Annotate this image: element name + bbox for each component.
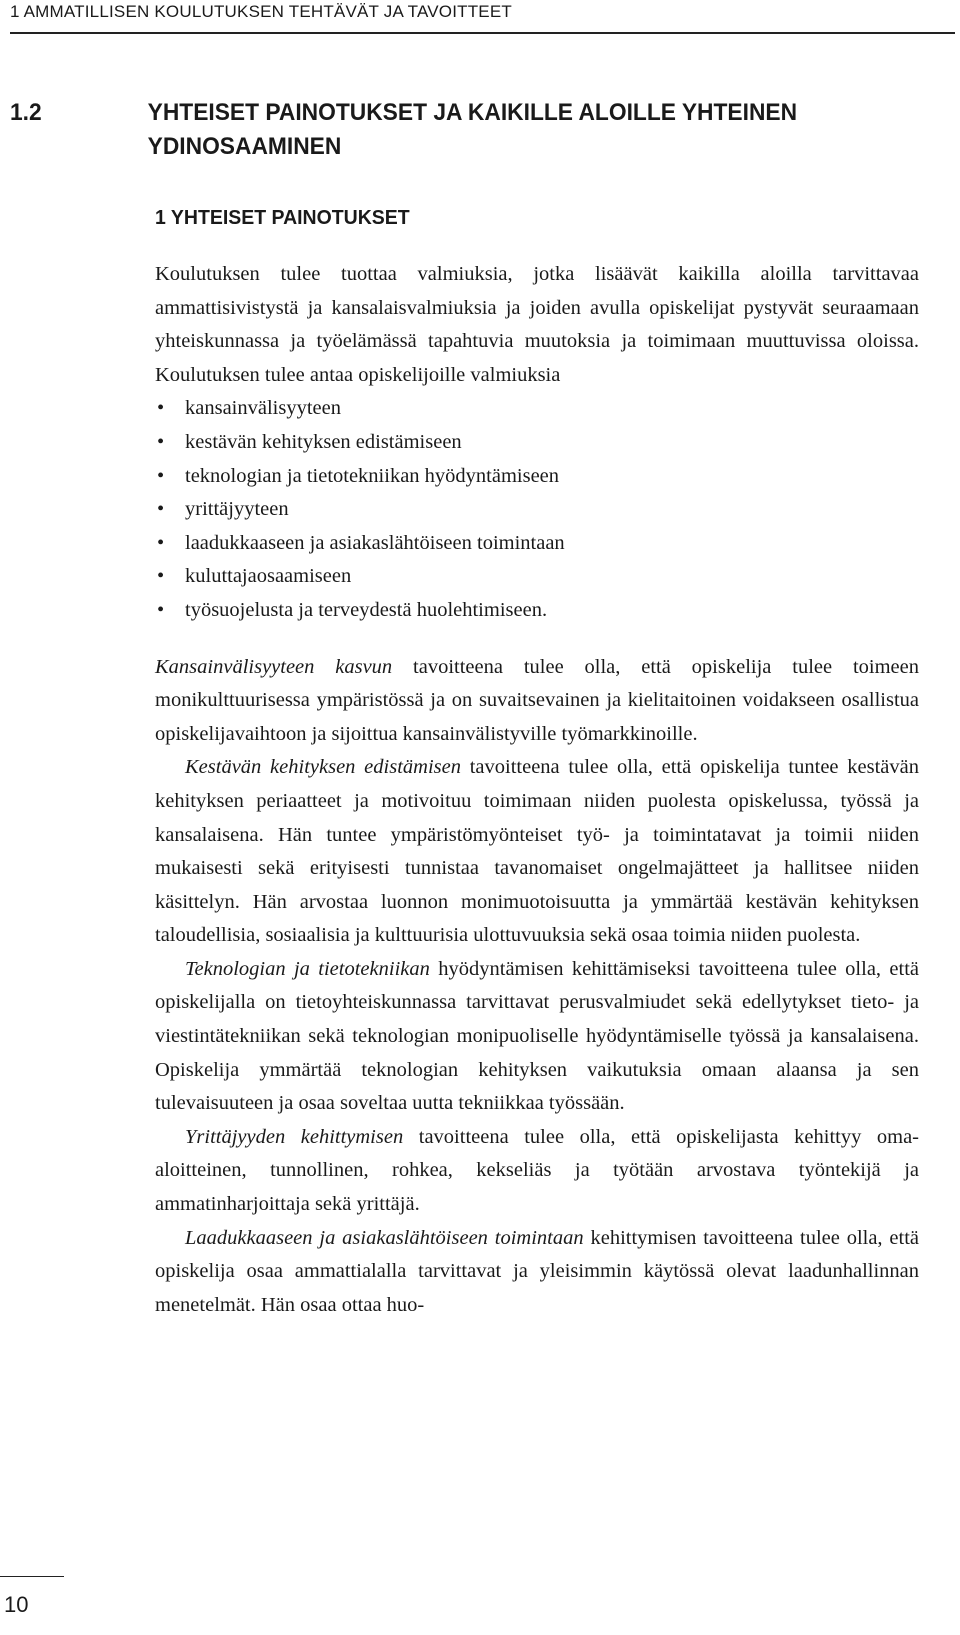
list-item: • kuluttajaosaamiseen: [155, 560, 919, 594]
footer-rule: [0, 1576, 64, 1577]
bullet-icon: •: [157, 598, 165, 621]
paragraph-technology: Teknologian ja tietotekniikan hyödyntämisen kehittämiseksi tavoitteena tulee olla, että opiskelijalla on tietoyhteiskunnassa tarvittavat perusvalmiudet sekä edellytykset tieto- ja viestintätekniikan sekä teknologian monipuoliselle hyödyntämiselle työssä ja kansalaisena. Opiskelija ymmärtää teknologian kehityksen vaikutuksia omaan alaansa ja sen tulevaisuuteen ja osaa soveltaa uutta tekniikkaa työssään.: [155, 957, 919, 1115]
sub-heading: 1 YHTEISET PAINOTUKSET: [155, 206, 410, 229]
paragraph-lead: Teknologian ja tietotekniikan: [185, 957, 430, 980]
intro-paragraph: Koulutuksen tulee tuottaa valmiuksia, jotka lisäävät kaikilla aloilla tarvittavaa ammattisivistystä ja kansalaisvalmiuksia ja joiden avulla opiskelijat pystyvät seuraamaan yhteiskunnassa ja työelämässä tapahtuvia muutoksia ja toimimaan muuttuvissa oloissa. Koulutuksen tulee antaa opiskelijoille valmiuksia: [155, 263, 919, 386]
section-number: 1.2: [10, 99, 42, 126]
list-item: • työsuojelusta ja terveydestä huolehtimiseen.: [155, 594, 919, 628]
list-item: • laadukkaaseen ja asiakaslähtöiseen toimintaan: [155, 527, 919, 561]
bullet-icon: •: [157, 565, 165, 588]
bullet-icon: •: [157, 498, 165, 521]
list-item: • kansainvälisyyteen: [155, 392, 919, 426]
page-number: 10: [4, 1592, 29, 1617]
paragraph-internationalization: Kansainvälisyyteen kasvun tavoitteena tulee olla, että opiskelija tulee toimeen monikulttuurisessa ympäristössä ja on suvaitsevainen ja kielitaitoinen voidakseen osallistua opiskelijavaihtoon ja sijoittua kansainvälistyville työmarkkinoille.: [155, 655, 919, 745]
paragraph-lead: Kansainvälisyyteen kasvun: [155, 655, 393, 678]
paragraph-quality: Laadukkaaseen ja asiakaslähtöiseen toimintaan kehittymisen tavoitteena tulee olla, että opiskelija osaa ammattialalla tarvittavat ja yleisimmin käytössä olevat laadunhallinnan menetelmät. Hän osaa ottaa huo-: [155, 1226, 919, 1316]
bullet-icon: •: [157, 531, 165, 554]
section-title: YHTEISET PAINOTUKSET JA KAIKILLE ALOILLE YHTEINEN YDINOSAAMINEN: [147, 99, 798, 160]
emphasis-list: [155, 392, 919, 627]
section-heading: [10, 96, 875, 164]
list-item: • yrittäjyyteen: [155, 493, 919, 527]
bullet-icon: •: [157, 430, 165, 453]
paragraph-entrepreneurship: Yrittäjyyden kehittymisen tavoitteena tulee olla, että opiskelijasta kehittyy oma-aloitteinen, tunnollinen, rohkea, kekseliäs ja työtään arvostava työntekijä ja ammatinharjoittaja sekä yrittäjä.: [155, 1125, 919, 1216]
paragraph-lead: Laadukkaaseen ja asiakaslähtöiseen toimintaan: [185, 1226, 584, 1249]
list-item: • kestävän kehityksen edistämiseen: [155, 426, 919, 460]
paragraph-lead: Kestävän kehityksen edistämisen: [185, 756, 461, 779]
bullet-icon: •: [157, 464, 165, 487]
bullet-icon: •: [157, 397, 165, 420]
running-header: 1 AMMATILLISEN KOULUTUKSEN TEHTÄVÄT JA TAVOITTEET: [10, 2, 955, 34]
list-item: • teknologian ja tietotekniikan hyödyntämiseen: [155, 460, 919, 494]
body-text: [155, 258, 919, 1322]
paragraph-lead: Yrittäjyyden kehittymisen: [185, 1125, 404, 1148]
paragraph-sustainability: Kestävän kehityksen edistämisen tavoitteena tulee olla, että opiskelija tuntee kestävän kehityksen periaatteet ja motivoituu toimimaan niiden puolesta opiskelussa, työssä ja kansalaisena. Hän tuntee ympäristömyönteiset työ- ja toimintatavat ja toimii niiden mukaisesti sekä erityisesti tunnistaa tavanomaiset ongelmajätteet ja hallitsee niiden käsittelyn. Hän arvostaa luonnon monimuotoisuutta ja ymmärtää kestävän kehityksen taloudellisia, sosiaalisia ja kulttuurisia ulottuvuuksia sekä osaa toimia niiden puolesta.: [155, 756, 919, 947]
